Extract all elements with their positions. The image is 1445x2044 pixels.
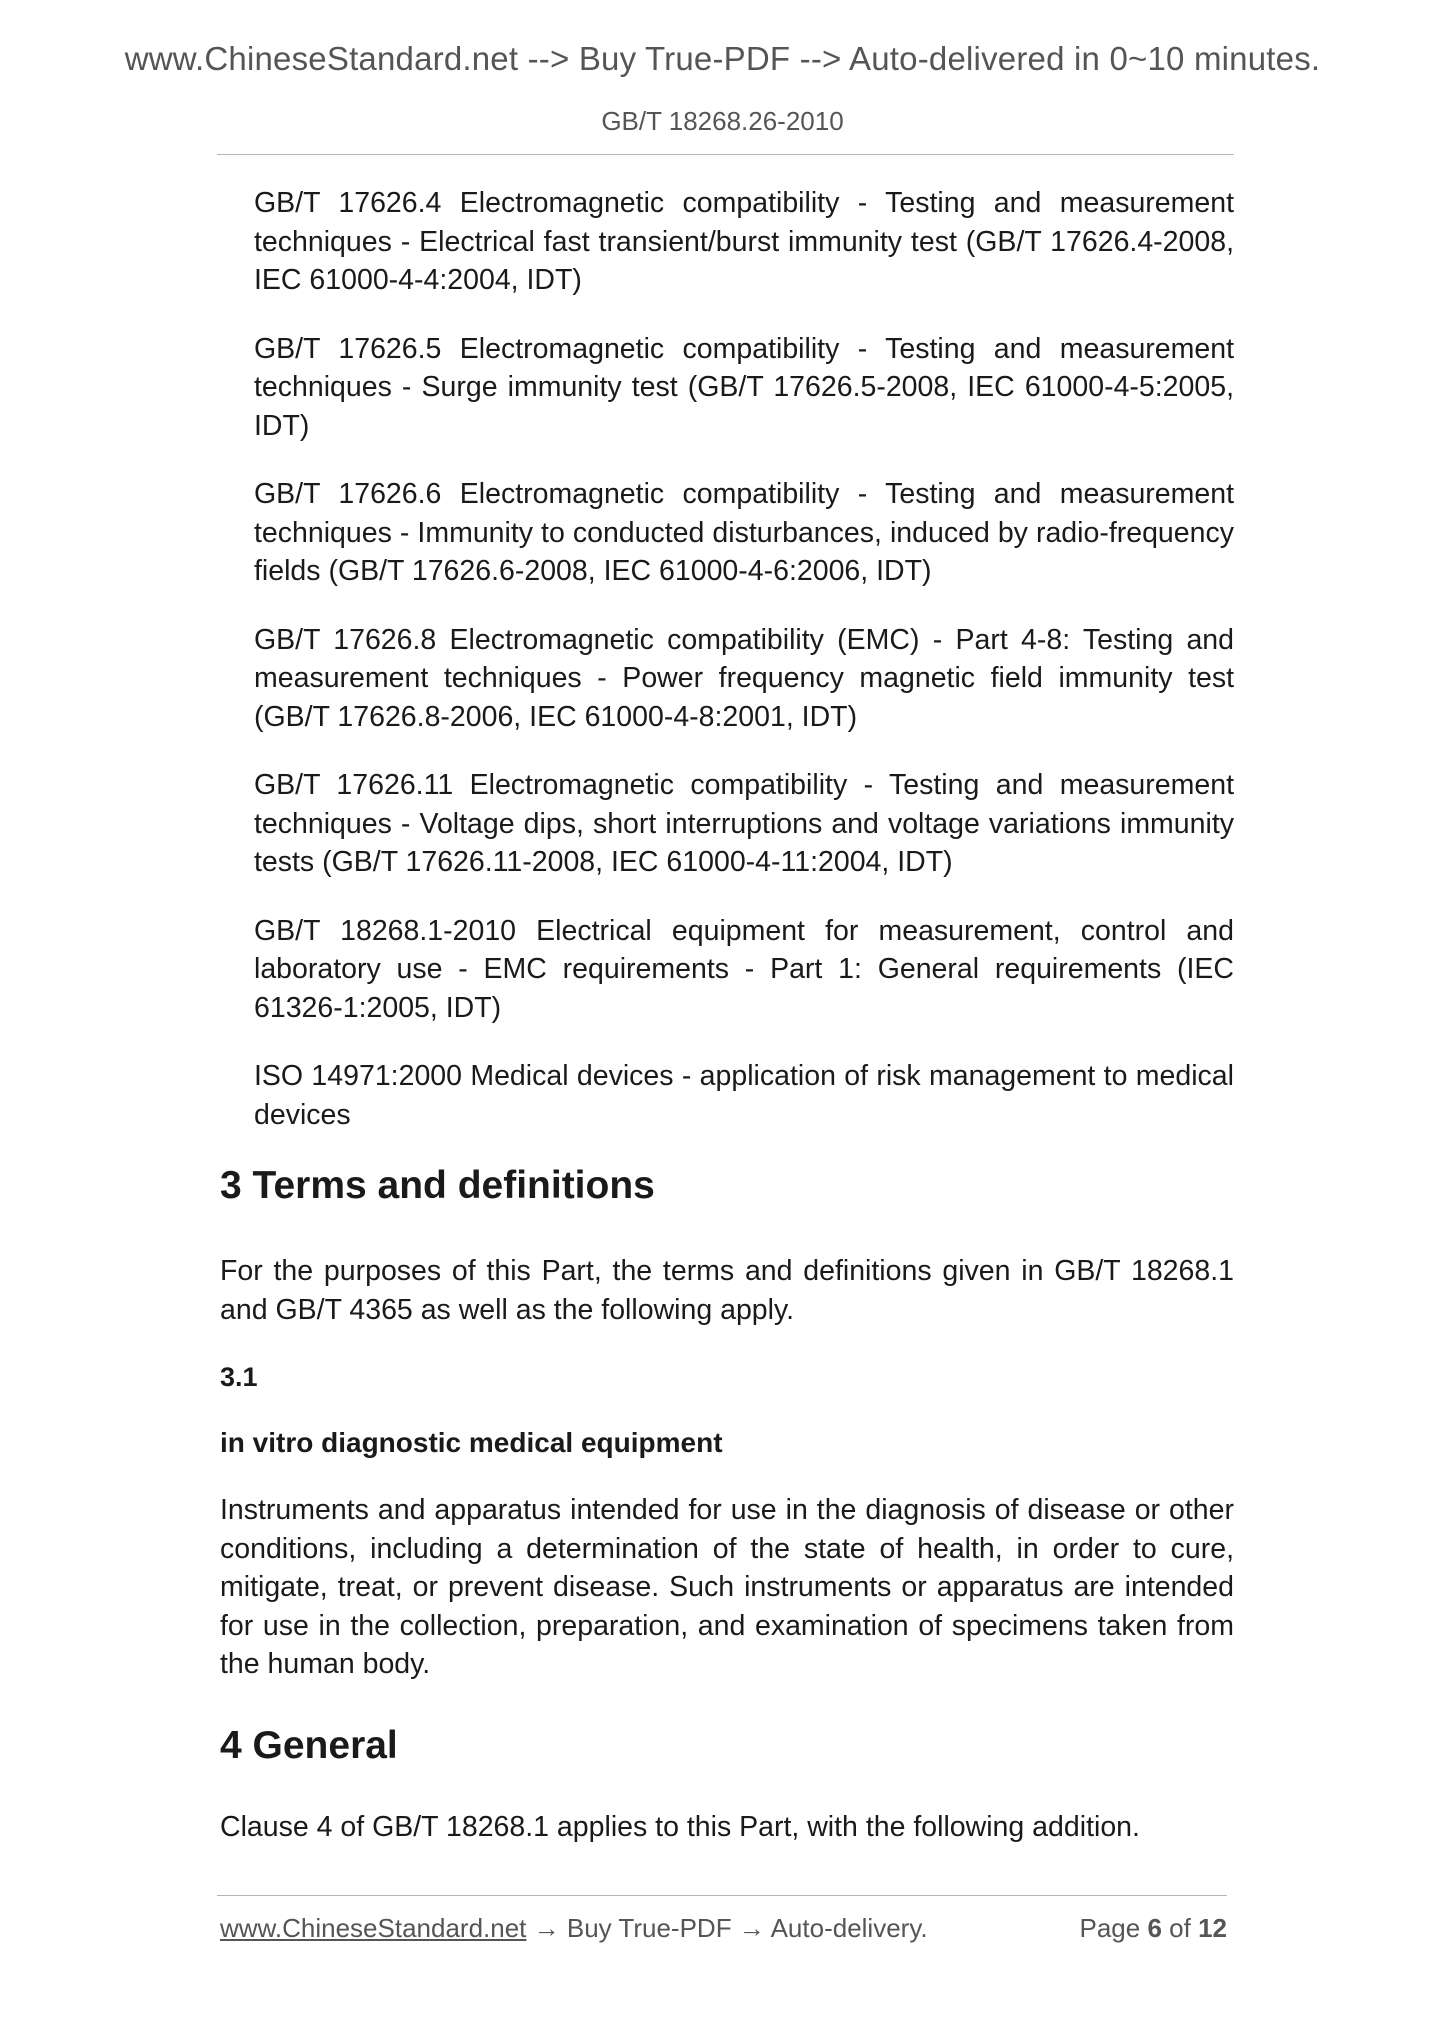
header-divider — [217, 154, 1234, 155]
section-4-text: Clause 4 of GB/T 18268.1 applies to this Part, with the following addition. — [220, 1810, 1140, 1843]
page-of-label: of — [1169, 1913, 1191, 1943]
footer-tagline: → Buy True-PDF → Auto-delivery. — [533, 1913, 928, 1943]
page-label: Page — [1079, 1913, 1141, 1943]
section-4-heading: 4 General — [220, 1723, 398, 1767]
footer-divider — [217, 1895, 1227, 1896]
term-number: 3.1 — [220, 1362, 258, 1392]
term-name: in vitro diagnostic medical equipment — [220, 1427, 723, 1458]
reference-item: GB/T 17626.8 Electromagnetic compatibility (EMC) - Part 4-8: Testing and measurement techniques - Power frequency magnetic field immunity test (GB/T 17626.8-2006, IEC 61000-4-8:2001, IDT) — [254, 623, 1234, 733]
page-current: 6 — [1147, 1913, 1162, 1943]
reference-item: GB/T 17626.5 Electromagnetic compatibility - Testing and measurement techniques - Surge immunity test (GB/T 17626.5-2008, IEC 61000-4-5:2005, IDT) — [254, 332, 1234, 442]
reference-item: GB/T 18268.1-2010 Electrical equipment for measurement, control and laboratory use - EMC requirements - Part 1: General requirements (IEC 61326-1:2005, IDT) — [254, 914, 1234, 1024]
page-number — [1079, 1913, 1227, 1944]
site-banner: www.ChineseStandard.net --> Buy True-PDF --> Auto-delivered in 0~10 minutes. — [124, 40, 1321, 77]
reference-item: GB/T 17626.4 Electromagnetic compatibility - Testing and measurement techniques - Electrical fast transient/burst immunity test (GB/T 17626.4-2008, IEC 61000-4-4:2004, IDT) — [254, 187, 1234, 296]
footer-promo — [220, 1913, 928, 1944]
reference-item: ISO 14971:2000 Medical devices - application of risk management to medical devices — [254, 1060, 1234, 1131]
reference-item: GB/T 17626.6 Electromagnetic compatibility - Testing and measurement techniques - Immunity to conducted disturbances, induced by radio-frequency fields (GB/T 17626.6-2008, IEC 61000-4-6:2006, IDT) — [254, 478, 1234, 587]
document-body — [220, 1162, 1234, 1846]
document-id: GB/T 18268.26-2010 — [601, 106, 844, 136]
section-3-intro: For the purposes of this Part, the terms and definitions given in GB/T 18268.1 and GB/T 4365 as well as the following apply. — [220, 1255, 1234, 1326]
footer-site-link[interactable]: www.ChineseStandard.net — [220, 1913, 527, 1943]
section-3-heading: 3 Terms and definitions — [220, 1164, 655, 1207]
term-definition: Instruments and apparatus intended for use in the diagnosis of disease or other conditions, including a determination of the state of health, in order to cure, mitigate, treat, or prevent disease. Such instruments or apparatus are intended for use in the collection, preparation, and examination of specimens taken from the human body. — [220, 1494, 1234, 1680]
page-total: 12 — [1198, 1913, 1227, 1943]
reference-item: GB/T 17626.11 Electromagnetic compatibility - Testing and measurement techniques - Voltage dips, short interruptions and voltage variations immunity tests (GB/T 17626.11-2008, IEC 61000-4-11:2004, IDT) — [254, 769, 1234, 878]
normative-references-list — [254, 184, 1234, 1164]
